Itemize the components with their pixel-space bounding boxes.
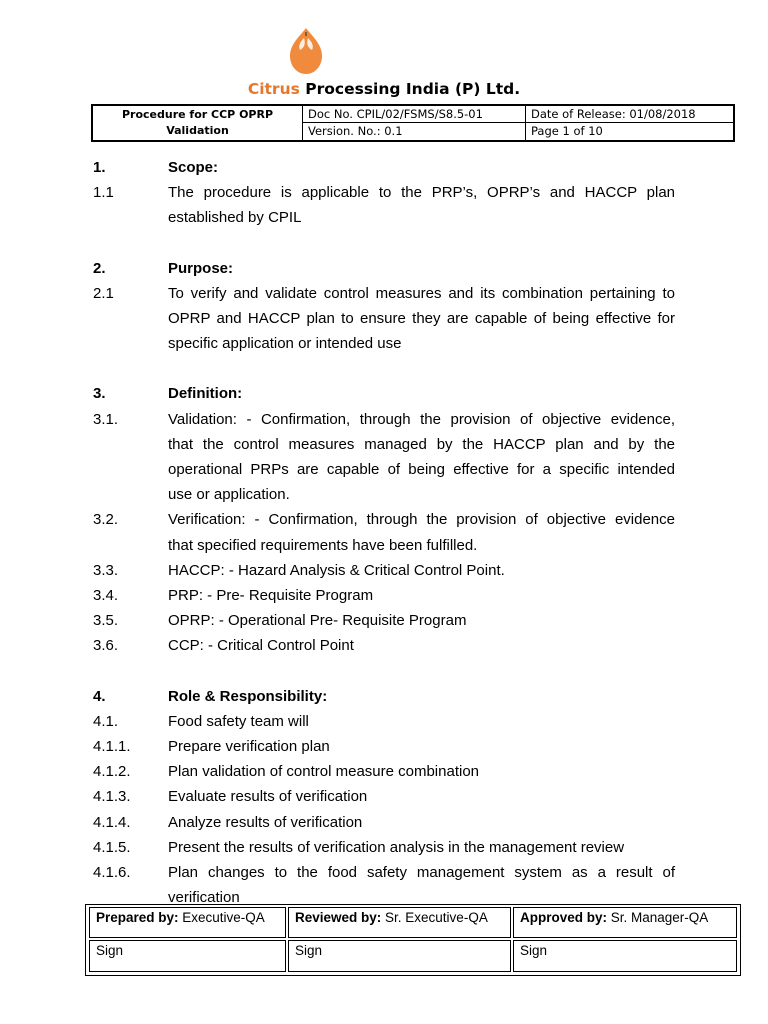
clause-number: 1.1 (93, 184, 114, 202)
clause-line (93, 558, 675, 583)
clause-line (93, 810, 675, 835)
clause-text: Present the results of verification analysis in the management review (168, 838, 625, 856)
section-heading (93, 155, 675, 180)
clause-line (93, 759, 675, 784)
release-date: Date of Release: 01/08/2018 (526, 106, 733, 123)
clause-text: To verify and validate control measures and its combination pertaining to (168, 284, 675, 302)
prepared-sign-cell (89, 940, 286, 972)
clause-text: specific application or intended use (168, 335, 402, 353)
section-heading (93, 256, 675, 281)
prepared-by-value: Executive-QA (178, 910, 265, 925)
clause-text: HACCP: - Hazard Analysis & Critical Control Point. (168, 561, 505, 579)
clause-line (93, 784, 675, 809)
document-body (93, 155, 675, 910)
approved-sign-cell (513, 940, 737, 972)
reviewed-by-cell (288, 907, 511, 938)
clause-number: 3.6. (93, 637, 119, 655)
clause-number-spacer (93, 457, 168, 482)
clause-line (93, 583, 675, 608)
section-number: 2. (93, 259, 106, 277)
page-number: Page 1 of 10 (531, 124, 603, 138)
clause-number-spacer (93, 432, 168, 457)
section-gap (93, 659, 675, 684)
clause-line (93, 709, 675, 734)
document-title-cell (93, 106, 303, 140)
section-number: 3. (93, 385, 106, 403)
clause-text: established by CPIL (168, 209, 302, 227)
company-brand: Citrus (247, 80, 300, 98)
clause-line (93, 533, 675, 558)
version-number: Version. No.: 0.1 (308, 124, 403, 138)
reviewed-by-label: Reviewed by: (295, 910, 382, 925)
section-number: 4. (93, 687, 106, 705)
section-heading (93, 684, 675, 709)
approved-by-value: Sr. Manager-QA (607, 910, 709, 925)
section-title: Definition: (168, 385, 243, 403)
reviewed-by-value: Sr. Executive-QA (381, 910, 488, 925)
clause-line (93, 180, 675, 205)
clause-line (93, 482, 675, 507)
approved-by-cell (513, 907, 737, 938)
prepared-by-label: Prepared by: (96, 910, 179, 925)
clause-number: 4.1.5. (93, 838, 131, 856)
clause-number: 4.1.1. (93, 738, 131, 756)
clause-number: 4.1. (93, 712, 119, 730)
clause-text: Evaluate results of verification (168, 788, 368, 806)
clause-line (93, 608, 675, 633)
clause-text: Plan changes to the food safety management system as a result of (168, 864, 675, 882)
clause-text: that the control measures managed by the HACCP plan and by the (168, 435, 675, 453)
clause-text: Verification: - Confirmation, through the provision of objective evidence (168, 511, 675, 529)
clause-text: operational PRPs are capable of being effective for a specific intended (168, 461, 675, 479)
clause-number: 4.1.6. (93, 864, 131, 882)
approved-sign-label: Sign (520, 943, 548, 958)
section-gap (93, 356, 675, 381)
clause-number: 3.4. (93, 587, 119, 605)
clause-number: 3.1. (93, 410, 119, 428)
clause-text: Analyze results of verification (168, 813, 363, 831)
section-title: Role & Responsibility: (168, 687, 328, 705)
doc-number: Doc No. CPIL/02/FSMS/S8.5-01 (303, 106, 525, 123)
clause-number: 2.1 (93, 284, 114, 302)
clause-line (93, 205, 675, 230)
clause-number: 4.1.4. (93, 813, 131, 831)
company-name-rest: Processing India (P) Ltd. (305, 80, 521, 98)
clause-line (93, 331, 675, 356)
document-title-line2: Validation (166, 124, 229, 137)
clause-line (93, 835, 675, 860)
clause-text: The procedure is applicable to the PRP’s, OPRP’s and HACCP plan (168, 184, 675, 202)
clause-line (93, 306, 675, 331)
document-header-table (91, 104, 735, 142)
clause-line (93, 457, 675, 482)
clause-line (93, 633, 675, 658)
clause-number-spacer (93, 205, 168, 230)
clause-text: Prepare verification plan (168, 738, 330, 756)
clause-text: verification (168, 889, 240, 907)
approved-by-label: Approved by: (520, 910, 608, 925)
clause-number-spacer (93, 331, 168, 356)
citrus-drop-logo-icon (276, 24, 336, 76)
clause-line (93, 432, 675, 457)
clause-number: 3.5. (93, 612, 119, 630)
reviewed-sign-cell (288, 940, 511, 972)
clause-number-spacer (93, 482, 168, 507)
document-title-line1: Procedure for CCP OPRP (121, 108, 274, 121)
reviewed-sign-label: Sign (295, 943, 323, 958)
clause-text: CCP: - Critical Control Point (168, 637, 354, 655)
clause-line (93, 734, 675, 759)
clause-text: Validation: - Confirmation, through the provision of objective evidence, (168, 410, 675, 428)
clause-text: OPRP and HACCP plan to ensure they are capable of being effective for (168, 310, 675, 328)
approval-table (85, 904, 741, 976)
clause-number-spacer (93, 533, 168, 558)
clause-line (93, 860, 675, 885)
section-heading (93, 381, 675, 406)
section-number: 1. (93, 159, 106, 176)
clause-number: 3.2. (93, 511, 119, 529)
clause-text: Food safety team will (168, 712, 309, 730)
clause-line (93, 407, 675, 432)
clause-text: Plan validation of control measure combination (168, 763, 480, 781)
clause-text: PRP: - Pre- Requisite Program (168, 587, 374, 605)
clause-text: that specified requirements have been fulfilled. (168, 536, 478, 554)
clause-number: 4.1.2. (93, 763, 131, 781)
clause-number: 3.3. (93, 561, 119, 579)
prepared-by-cell (89, 907, 286, 938)
prepared-sign-label: Sign (96, 943, 124, 958)
section-gap (93, 231, 675, 256)
clause-number-spacer (93, 306, 168, 331)
company-name (0, 80, 768, 98)
section-title: Purpose: (168, 259, 234, 277)
clause-line (93, 281, 675, 306)
clause-text: use or application. (168, 486, 290, 504)
clause-text: OPRP: - Operational Pre- Requisite Program (168, 612, 467, 630)
clause-line (93, 507, 675, 532)
section-title: Scope: (168, 159, 219, 176)
clause-number: 4.1.3. (93, 788, 131, 806)
